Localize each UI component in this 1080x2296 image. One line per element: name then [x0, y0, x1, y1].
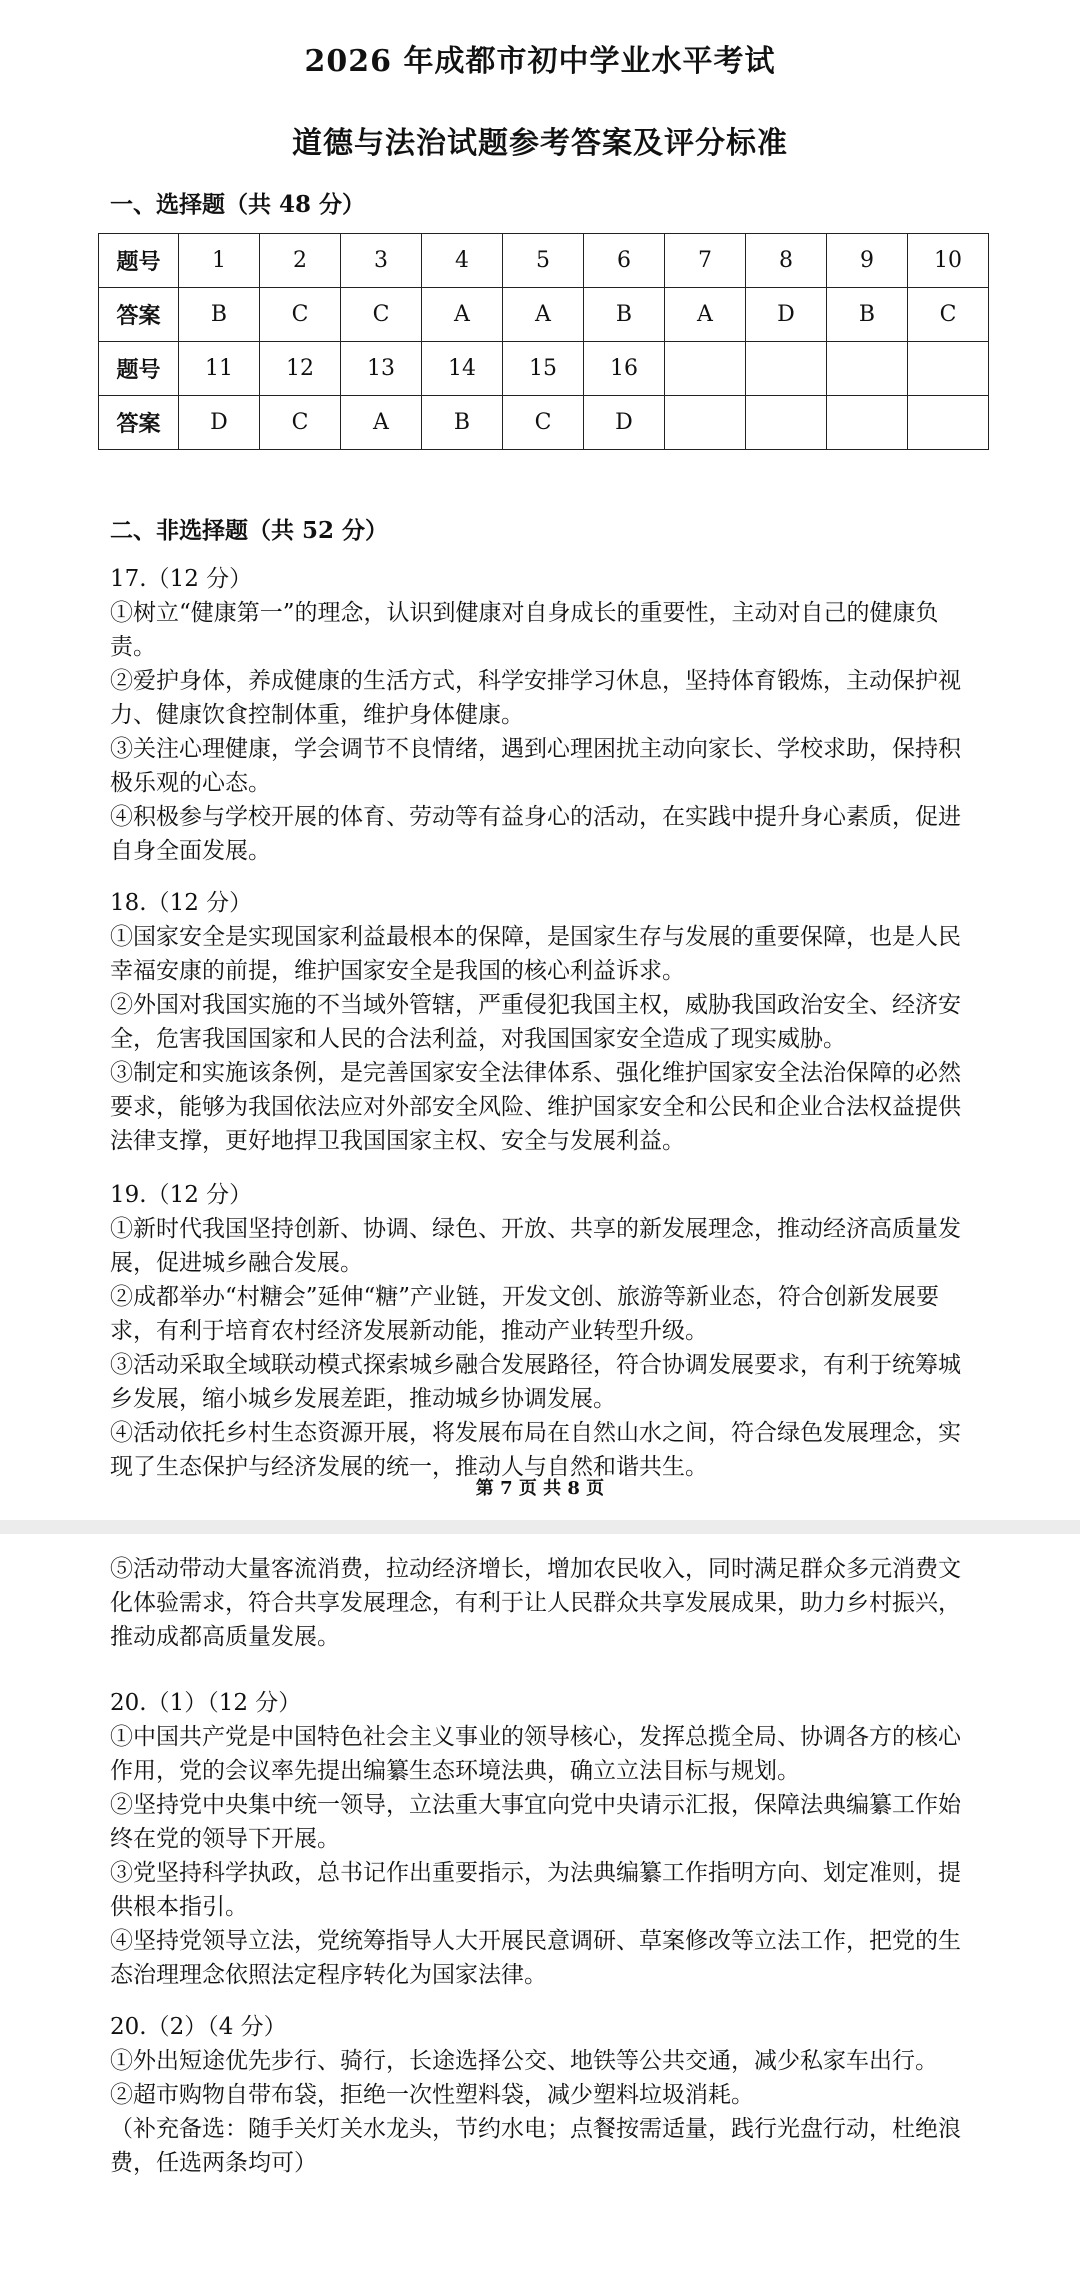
- answer-line: ③制定和实施该条例，是完善国家安全法律体系、强化维护国家安全法治保障的必然要求，能够为我国依法应对外部安全风险、维护国家安全和公民和企业合法权益提供法律支撑，更好地捍卫我国国家主权、安全与发展利益。: [110, 1060, 961, 1154]
- answer-table: [98, 233, 989, 450]
- table-cell: 15: [503, 342, 584, 396]
- table-cell: B: [827, 288, 908, 342]
- question-18-head: 18.（12 分）: [110, 890, 253, 916]
- table-cell: 1: [179, 234, 260, 288]
- table-cell: 9: [827, 234, 908, 288]
- table-cell: B: [179, 288, 260, 342]
- table-cell: A: [665, 288, 746, 342]
- answer-line: ③活动采取全域联动模式探索城乡融合发展路径，符合协调发展要求，有利于统筹城乡发展，缩小城乡发展差距，推动城乡协调发展。: [110, 1352, 961, 1412]
- question-18: [110, 886, 980, 1158]
- table-cell: D: [179, 396, 260, 450]
- answer-line: ④坚持党领导立法，党统筹指导人大开展民意调研、草案修改等立法工作，把党的生态治理理念依照法定程序转化为国家法律。: [110, 1928, 961, 1988]
- table-row-header: 题号: [99, 342, 179, 396]
- question-17: [110, 562, 980, 868]
- table-cell: [908, 342, 989, 396]
- table-cell: 7: [665, 234, 746, 288]
- answer-line: ②坚持党中央集中统一领导，立法重大事宜向党中央请示汇报，保障法典编纂工作始终在党的领导下开展。: [110, 1792, 961, 1852]
- document-subtitle: 道德与法治试题参考答案及评分标准: [292, 126, 788, 161]
- answer-line: ①中国共产党是中国特色社会主义事业的领导核心，发挥总揽全局、协调各方的核心作用，党的会议率先提出编纂生态环境法典，确立立法目标与规划。: [110, 1724, 961, 1784]
- table-cell: 8: [746, 234, 827, 288]
- table-row-header: 答案: [99, 396, 179, 450]
- answer-line: ②成都举办“村糖会”延伸“糖”产业链，开发文创、旅游等新业态，符合创新发展要求，有利于培育农村经济发展新动能，推动产业转型升级。: [110, 1284, 940, 1344]
- answer-line: ④积极参与学校开展的体育、劳动等有益身心的活动，在实践中提升身心素质，促进自身全面发展。: [110, 804, 961, 864]
- table-cell: [827, 342, 908, 396]
- answer-line: ④活动依托乡村生态资源开展，将发展布局在自然山水之间，符合绿色发展理念，实现了生态保护与经济发展的统一，推动人与自然和谐共生。: [110, 1420, 961, 1480]
- answer-line: （补充备选：随手关灯关水龙头，节约水电；点餐按需适量，践行光盘行动，杜绝浪费，任选两条均可）: [110, 2116, 961, 2176]
- table-cell: 5: [503, 234, 584, 288]
- answer-line: ①新时代我国坚持创新、协调、绿色、开放、共享的新发展理念，推动经济高质量发展，促进城乡融合发展。: [110, 1216, 961, 1276]
- question-20-2: [110, 2010, 980, 2180]
- question-20-1-head: 20.（1）（12 分）: [110, 1690, 302, 1716]
- answer-line: ②爱护身体，养成健康的生活方式，科学安排学习休息，坚持体育锻炼，主动保护视力、健康饮食控制体重，维护身体健康。: [110, 668, 961, 728]
- table-cell: C: [503, 396, 584, 450]
- section-2-title: 二、非选择题（共 52 分）: [110, 517, 389, 544]
- answer-line: ③关注心理健康，学会调节不良情绪，遇到心理困扰主动向家长、学校求助，保持积极乐观的心态。: [110, 736, 961, 796]
- table-cell: [746, 342, 827, 396]
- page-separator: [0, 1520, 1080, 1534]
- table-cell: A: [503, 288, 584, 342]
- document-title: 2026 年成都市初中学业水平考试: [304, 44, 776, 79]
- table-row: [99, 396, 989, 450]
- table-cell: [665, 396, 746, 450]
- table-cell: 6: [584, 234, 665, 288]
- table-cell: 4: [422, 234, 503, 288]
- table-cell: 13: [341, 342, 422, 396]
- table-cell: D: [746, 288, 827, 342]
- table-cell: B: [584, 288, 665, 342]
- table-row-header: 题号: [99, 234, 179, 288]
- table-cell: [908, 396, 989, 450]
- question-20-1: [110, 1686, 980, 1992]
- table-cell: 2: [260, 234, 341, 288]
- question-17-head: 17.（12 分）: [110, 566, 253, 592]
- table-cell: C: [260, 396, 341, 450]
- table-cell: C: [908, 288, 989, 342]
- table-row-header: 答案: [99, 288, 179, 342]
- table-cell: 12: [260, 342, 341, 396]
- table-row: [99, 234, 989, 288]
- question-19: [110, 1178, 980, 1484]
- table-cell: [665, 342, 746, 396]
- answer-line: ①外出短途优先步行、骑行，长途选择公交、地铁等公共交通，减少私家车出行。: [110, 2048, 938, 2074]
- table-cell: B: [422, 396, 503, 450]
- table-cell: [827, 396, 908, 450]
- table-cell: 3: [341, 234, 422, 288]
- answer-line: ②超市购物自带布袋，拒绝一次性塑料袋，减少塑料垃圾消耗。: [110, 2082, 754, 2108]
- page-footer: 第 7 页 共 8 页: [475, 1478, 605, 1499]
- answer-line: ①树立“健康第一”的理念，认识到健康对自身成长的重要性，主动对自己的健康负责。: [110, 600, 939, 660]
- table-cell: 10: [908, 234, 989, 288]
- table-cell: A: [341, 396, 422, 450]
- table-cell: 14: [422, 342, 503, 396]
- table-cell: 16: [584, 342, 665, 396]
- section-1-title: 一、选择题（共 48 分）: [110, 191, 366, 218]
- table-cell: D: [584, 396, 665, 450]
- answer-line: ③党坚持科学执政，总书记作出重要指示，为法典编纂工作指明方向、划定准则，提供根本指引。: [110, 1860, 961, 1920]
- table-row: [99, 288, 989, 342]
- question-19-head: 19.（12 分）: [110, 1182, 253, 1208]
- question-20-2-head: 20.（2）（4 分）: [110, 2014, 287, 2040]
- table-cell: C: [341, 288, 422, 342]
- page-8: [0, 1534, 1080, 2296]
- answer-line: ②外国对我国实施的不当域外管辖，严重侵犯我国主权，威胁我国政治安全、经济安全，危害我国国家和人民的合法利益，对我国国家安全造成了现实威胁。: [110, 992, 961, 1052]
- answer-line: ①国家安全是实现国家利益最根本的保障，是国家生存与发展的重要保障，也是人民幸福安康的前提，维护国家安全是我国的核心利益诉求。: [110, 924, 961, 984]
- table-cell: [746, 396, 827, 450]
- table-row: [99, 342, 989, 396]
- table-cell: A: [422, 288, 503, 342]
- question-19-continued: [110, 1552, 980, 1654]
- answer-line: ⑤活动带动大量客流消费，拉动经济增长，增加农民收入，同时满足群众多元消费文化体验需求，符合共享发展理念，有利于让人民群众共享发展成果，助力乡村振兴，推动成都高质量发展。: [110, 1556, 961, 1650]
- table-cell: 11: [179, 342, 260, 396]
- table-cell: C: [260, 288, 341, 342]
